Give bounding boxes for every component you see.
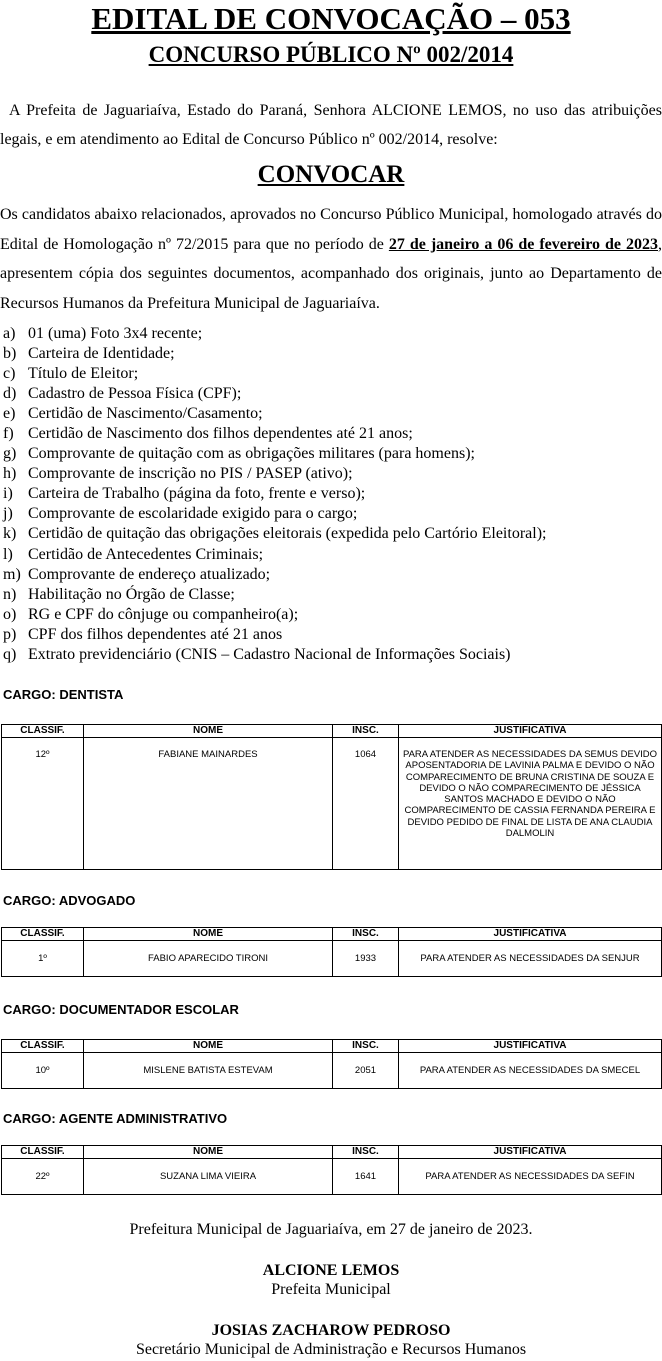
cargo-heading-documentador: CARGO: DOCUMENTADOR ESCOLAR — [3, 1002, 239, 1017]
list-text: CPF dos filhos dependentes até 21 anos — [28, 625, 283, 643]
table-header-row — [2, 725, 662, 738]
header-classif: CLASSIF. — [2, 928, 84, 941]
cell-nome: FABIO APARECIDO TIRONI — [84, 941, 333, 977]
list-text: Comprovante de quitação com as obrigações militares (para homens); — [28, 445, 475, 463]
list-letter: k) — [3, 525, 17, 543]
cargo-heading-agente: CARGO: AGENTE ADMINISTRATIVO — [3, 1111, 228, 1126]
list-item — [0, 504, 662, 524]
list-item — [0, 625, 662, 645]
header-justificativa: JUSTIFICATIVA — [399, 725, 662, 738]
table-header-row — [2, 1040, 662, 1053]
header-classif: CLASSIF. — [2, 725, 84, 738]
table-row — [2, 1159, 662, 1195]
list-text: Extrato previdenciário (CNIS – Cadastro Nacional de Informações Sociais) — [28, 645, 511, 663]
cell-insc: 1064 — [333, 738, 399, 870]
list-item — [0, 484, 662, 504]
list-item — [0, 464, 662, 484]
list-letter: g) — [3, 445, 17, 463]
table-header-row — [2, 928, 662, 941]
signature-block-secretary — [0, 1321, 662, 1359]
list-item — [0, 444, 662, 464]
list-letter: c) — [3, 365, 16, 383]
cell-classif: 22º — [2, 1159, 84, 1195]
body-part1: Os candidatos abaixo relacionados, aprovados no Concurso Público Municipal, homologado através do Edital de Homologação nº 72/2015 para que no período de — [0, 206, 662, 253]
list-letter: f) — [3, 425, 14, 443]
list-letter: b) — [3, 345, 17, 363]
cell-insc: 2051 — [333, 1053, 399, 1089]
list-text: Habilitação no Órgão de Classe; — [28, 585, 235, 603]
cell-justificativa: PARA ATENDER AS NECESSIDADES DA SEMUS DEVIDO APOSENTADORIA DE LAVINIA PALMA E DEVIDO O NÃO COMPARECIMENTO DE BRUNA CRISTINA DE SOUZA E DEVIDO O NÃO COMPARECIMENTO DE JÉSSICA SANTOS MACHADO E DEVIDO O NÃO COMPARECIMENTO DE CASSIA FERNANDA PEREIRA E DEVIDO PEDIDO DE FINAL DE LISTA DE ANA CLAUDIA DALMOLIN — [399, 738, 662, 870]
cell-nome: SUZANA LIMA VIEIRA — [84, 1159, 333, 1195]
header-insc: INSC. — [333, 1040, 399, 1053]
list-text: 01 (uma) Foto 3x4 recente; — [28, 325, 203, 342]
list-text: Certidão de Nascimento/Casamento; — [28, 405, 263, 423]
body-part2: , apresentem cópia dos seguintes documentos, acompanhado dos originais, junto ao Departamento de Recursos Humanos da Prefeitura Municipal de Jaguariaíva. — [0, 235, 662, 312]
list-text: Cadastro de Pessoa Física (CPF); — [28, 385, 242, 403]
header-nome: NOME — [84, 1146, 333, 1159]
list-letter: j) — [3, 505, 13, 523]
cell-insc: 1641 — [333, 1159, 399, 1195]
list-text: Comprovante de inscrição no PIS / PASEP (ativo); — [28, 465, 353, 483]
cargo-table-advogado — [1, 927, 662, 977]
table-row — [2, 1053, 662, 1089]
list-text: Comprovante de endereço atualizado; — [28, 565, 271, 583]
list-text: Certidão de Nascimento dos filhos dependentes até 21 anos; — [28, 425, 413, 443]
header-justificativa: JUSTIFICATIVA — [399, 1040, 662, 1053]
table-row — [2, 941, 662, 977]
header-nome: NOME — [84, 928, 333, 941]
table-row — [2, 738, 662, 870]
list-item — [0, 585, 662, 605]
cargo-heading-advogado: CARGO: ADVOGADO — [3, 893, 136, 908]
period-text: 27 de janeiro a 06 de fevereiro de 2023 — [388, 235, 658, 253]
cell-nome: FABIANE MAINARDES — [84, 738, 333, 870]
list-item — [0, 344, 662, 364]
list-item — [0, 384, 662, 404]
cell-insc: 1933 — [333, 941, 399, 977]
list-text: Carteira de Identidade; — [28, 345, 175, 363]
list-item — [0, 565, 662, 585]
body-paragraph — [0, 200, 662, 318]
footer-date-line: Prefeitura Municipal de Jaguariaíva, em 27 de janeiro de 2023. — [129, 1221, 533, 1238]
list-letter: q) — [3, 645, 17, 663]
intro-paragraph: A Prefeita de Jaguariaíva, Estado do Paraná, Senhora ALCIONE LEMOS, no uso das atribuições legais, e em atendimento ao Edital de Concurso Público nº 002/2014, resolve: — [0, 102, 662, 148]
list-letter: d) — [3, 385, 17, 403]
table-header-row — [2, 1146, 662, 1159]
list-letter: p) — [3, 625, 17, 643]
list-item — [0, 605, 662, 625]
signature-block-mayor — [0, 1261, 662, 1299]
cargo-table-agente — [1, 1145, 662, 1195]
list-item — [0, 545, 662, 565]
document-title: EDITAL DE CONVOCAÇÃO – 053 — [91, 1, 571, 36]
signatory-role: Prefeita Municipal — [271, 1281, 391, 1298]
header-insc: INSC. — [333, 1146, 399, 1159]
cell-justificativa: PARA ATENDER AS NECESSIDADES DA SEFIN — [399, 1159, 662, 1195]
cargo-table-dentista — [1, 724, 662, 870]
header-classif: CLASSIF. — [2, 1146, 84, 1159]
list-letter: n) — [3, 585, 17, 603]
list-item — [0, 404, 662, 424]
list-letter: o) — [3, 605, 17, 623]
cell-classif: 10º — [2, 1053, 84, 1089]
list-text: Comprovante de escolaridade exigido para o cargo; — [28, 505, 358, 523]
header-justificativa: JUSTIFICATIVA — [399, 928, 662, 941]
list-letter: e) — [3, 405, 16, 423]
cell-justificativa: PARA ATENDER AS NECESSIDADES DA SMECEL — [399, 1053, 662, 1089]
list-letter: m) — [3, 565, 21, 583]
list-text: Certidão de quitação das obrigações eleitorais (expedida pelo Cartório Eleitoral); — [28, 525, 547, 543]
cell-nome: MISLENE BATISTA ESTEVAM — [84, 1053, 333, 1089]
action-heading: CONVOCAR — [257, 161, 405, 188]
list-item — [0, 324, 662, 344]
list-item — [0, 364, 662, 384]
cell-classif: 1º — [2, 941, 84, 977]
cargo-heading-dentista: CARGO: DENTISTA — [3, 687, 124, 702]
list-item — [0, 424, 662, 444]
header-insc: INSC. — [333, 928, 399, 941]
document-subtitle: CONCURSO PÚBLICO Nº 002/2014 — [148, 42, 514, 67]
cell-classif: 12º — [2, 738, 84, 870]
list-text: Título de Eleitor; — [28, 365, 139, 383]
cell-justificativa: PARA ATENDER AS NECESSIDADES DA SENJUR — [399, 941, 662, 977]
list-letter: l) — [3, 545, 13, 563]
list-letter: h) — [3, 465, 17, 483]
list-item — [0, 645, 662, 665]
header-nome: NOME — [84, 1040, 333, 1053]
list-text: Certidão de Antecedentes Criminais; — [28, 545, 264, 563]
signatory-name: ALCIONE LEMOS — [262, 1262, 400, 1279]
list-text: Carteira de Trabalho (página da foto, frente e verso); — [28, 485, 366, 503]
list-letter: a) — [3, 325, 16, 342]
header-classif: CLASSIF. — [2, 1040, 84, 1053]
header-justificativa: JUSTIFICATIVA — [399, 1146, 662, 1159]
signatory-name: JOSIAS ZACHAROW PEDROSO — [211, 1322, 451, 1339]
list-text: RG e CPF do cônjuge ou companheiro(a); — [28, 605, 299, 623]
list-letter: i) — [3, 485, 13, 503]
cargo-table-documentador — [1, 1039, 662, 1089]
header-insc: INSC. — [333, 725, 399, 738]
signatory-role: Secretário Municipal de Administração e Recursos Humanos — [135, 1341, 527, 1358]
header-nome: NOME — [84, 725, 333, 738]
document-list — [0, 324, 662, 665]
list-item — [0, 524, 662, 544]
